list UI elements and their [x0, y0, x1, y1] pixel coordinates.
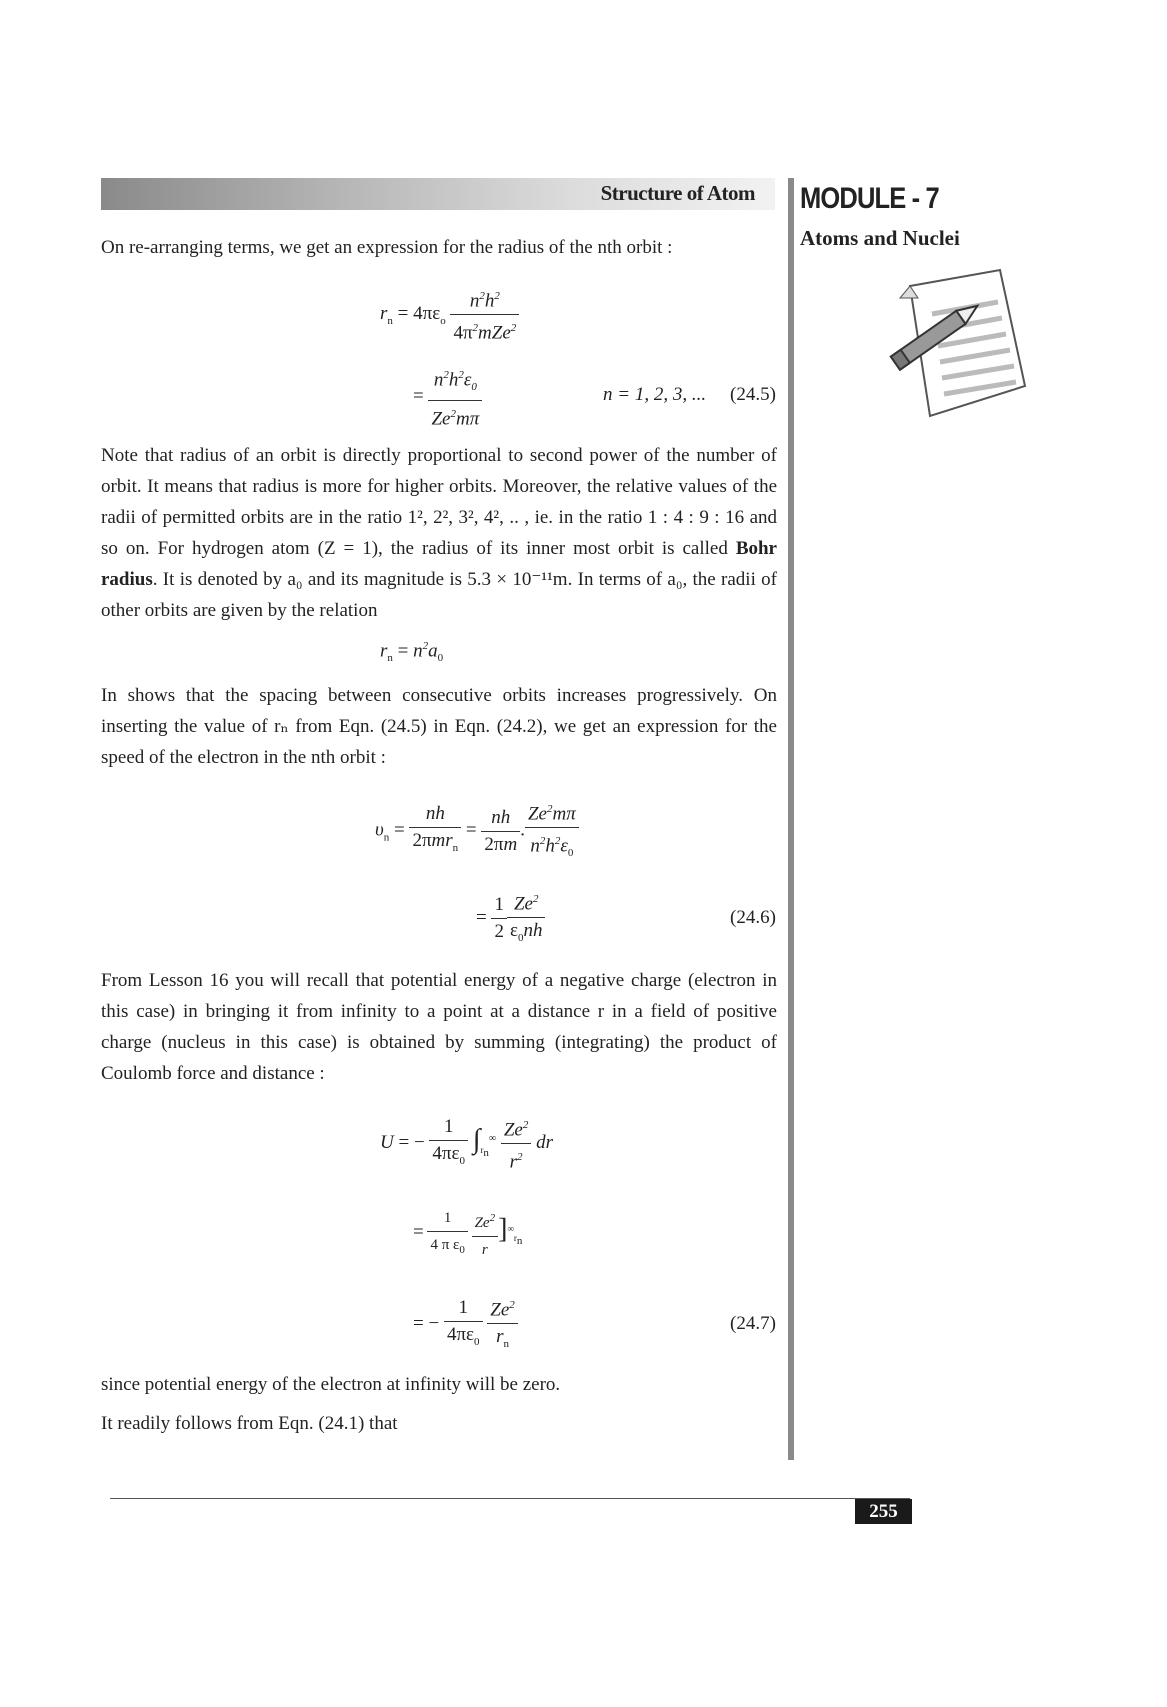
module-subtitle: Atoms and Nuclei — [800, 226, 960, 250]
equation-speed-line2: = $\frac{1}{2}$ $\frac{Ze^2}{\varepsilon_0nh}$ — [476, 886, 545, 951]
paragraph-speed: In shows that the spacing between consecutive orbits increases progressively. On inserting the value of rₙ from Eqn. (24.5) in Eqn. (24.2), we get an expression for the speed of the electron in the nth orbit : — [101, 685, 777, 768]
equation-radius-line2: = $\frac{n^2h^2\varepsilon_0}{Ze^2m\pi}$ — [413, 362, 482, 432]
equation-potential-line2: = $\frac{1}{4 \pi \varepsilon_0}$ $\frac{Ze^2}{r}$ ]$^\infty_{r_n}$ — [413, 1205, 522, 1263]
equation-potential-line3: = − $\frac{1}{4\pi\varepsilon_0}$ $\frac{Ze^2}{r_n}$ — [413, 1292, 518, 1357]
equation-number-24-6: (24.6) — [730, 907, 776, 928]
chapter-title: Structure of Atom — [600, 181, 755, 205]
paragraph-bohr-radius-part1: Note that radius of an orbit is directly proportional to second power of the number of orbit. It means that radius is more for higher orbits. Moreover, the relative values of the radii of permitted orbits are in the ratio 1², 2², 3², 4², .. , ie. in the ratio 1 : 4 : 9 : 16 and so on. For hydrogen atom (Z = 1), the radius of its inner most orbit is called — [101, 445, 777, 559]
paragraph-bohr-radius — [101, 440, 777, 626]
equation-rn-a0: $r_n = n^2a_0$ — [380, 640, 444, 665]
footer-rule — [110, 1498, 910, 1499]
equation-number-24-5: (24.5) — [730, 384, 776, 405]
module-label: MODULE - 7 — [800, 182, 939, 215]
equation-potential-line1: U = − $\frac{1}{4\pi\varepsilon_0}$ $\int_{r_n}^\infty$ $\frac{Ze^2}{r^2}$ dr — [380, 1112, 553, 1176]
paragraph-infinity: since potential energy of the electron at infinity will be zero. — [101, 1374, 561, 1395]
sidebar-divider — [788, 178, 794, 1460]
bohr-radius-term: Bohr radius — [101, 538, 777, 590]
paragraph-follows: It readily follows from Eqn. (24.1) that — [101, 1413, 398, 1434]
paragraph-potential-energy: From Lesson 16 you will recall that potential energy of a negative charge (electron in this case) in bringing it from infinity to a point at a distance r in a field of positive charge (nucleus in this case) is obtained by summing (integrating) the product of Coulomb force and distance : — [101, 970, 777, 1084]
notes-pencil-icon — [870, 266, 1030, 431]
paragraph-bohr-radius-part2: . It is denoted by a₀ and its magnitude is 5.3 × 10⁻¹¹m. In terms of a₀, the radii of other orbits are given by the relation — [101, 569, 777, 621]
paragraph-intro: On re-arranging terms, we get an expression for the radius of the nth orbit : — [101, 237, 673, 258]
equation-number-24-7: (24.7) — [730, 1313, 776, 1334]
equation-label-n-values: n = 1, 2, 3, ... — [603, 384, 707, 405]
equation-radius-line1: $r_n = 4\pi\varepsilon_o$ $\frac{n^2h^2}{4\pi^2mZe^2}$ — [380, 283, 519, 347]
page-number: 255 — [855, 1499, 912, 1524]
chapter-header-bar — [101, 178, 775, 210]
equation-speed-line1: $\upsilon_n$ = $\frac{nh}{2\pi mr_n}$ = $\frac{nh}{2\pi m}$ . $\frac{Ze^2m\pi}{n^2h^2\varepsilon_0}$ — [375, 796, 579, 866]
